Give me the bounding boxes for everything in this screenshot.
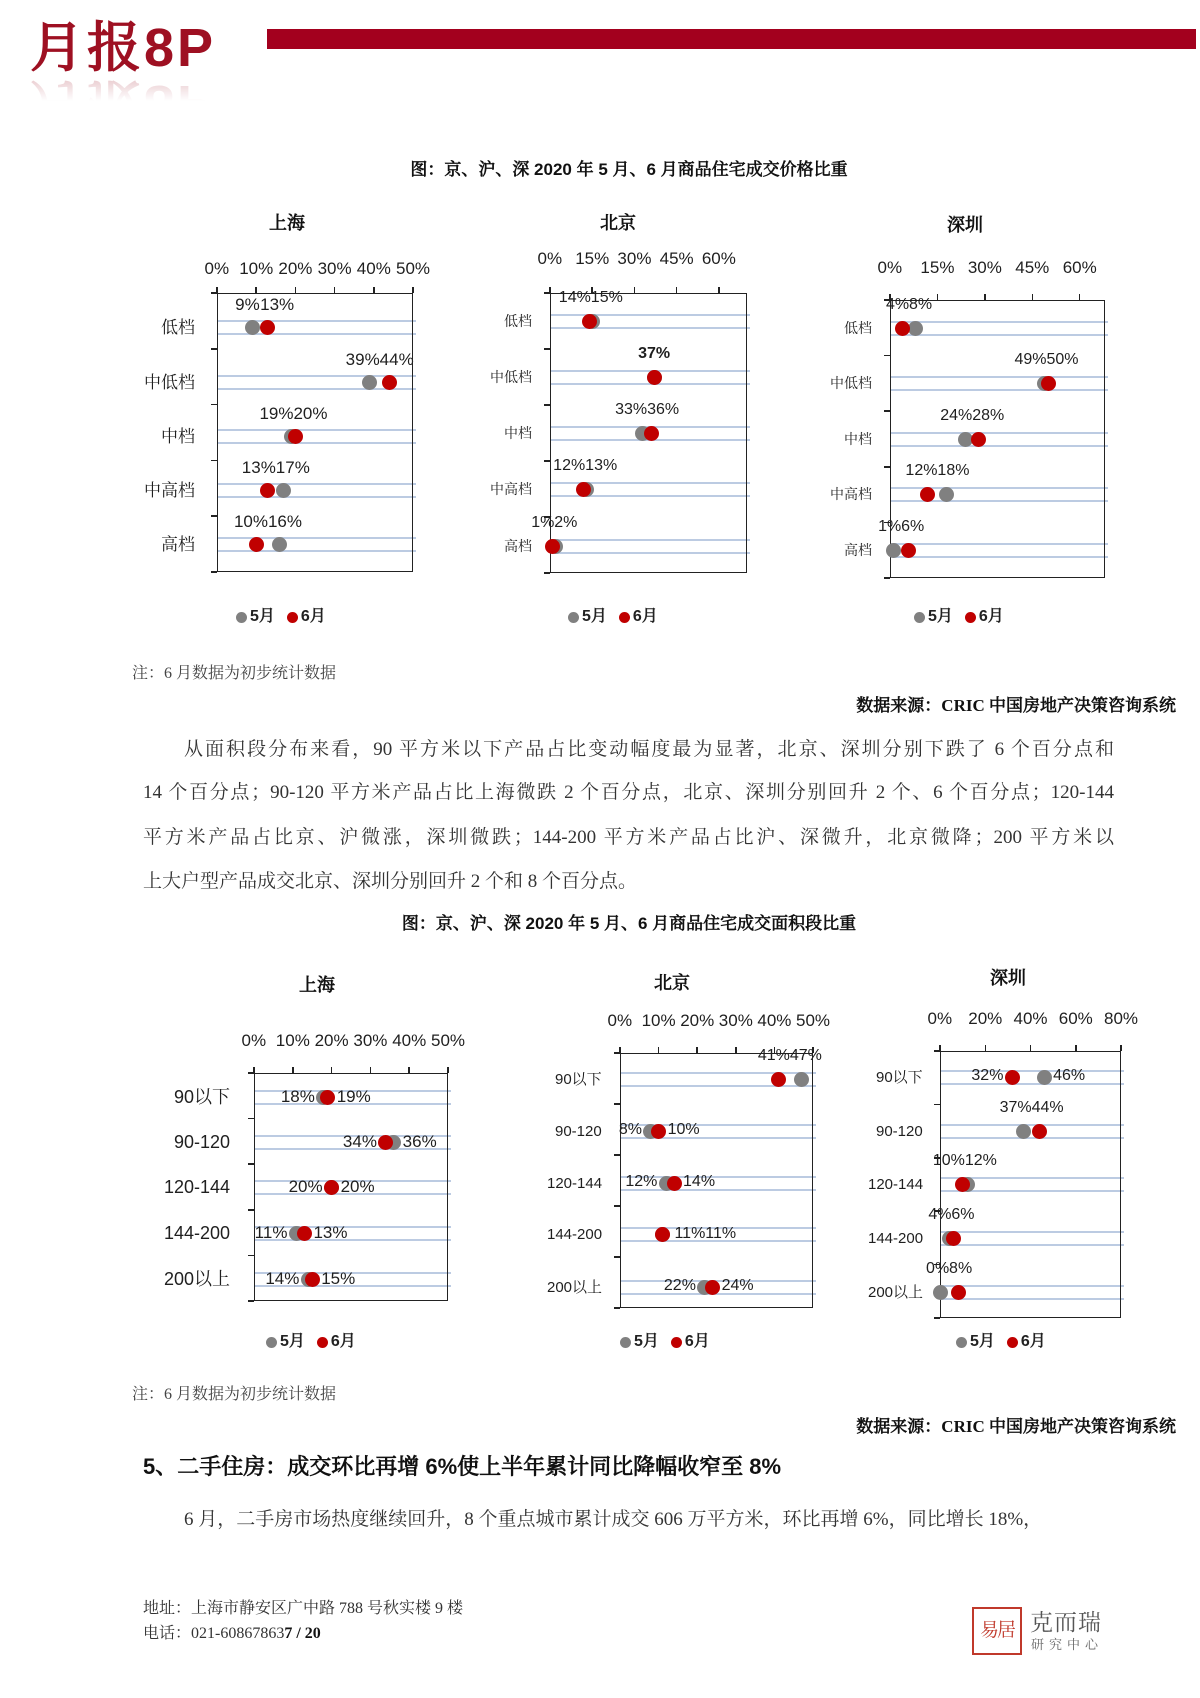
category-label: 中高档	[144, 480, 195, 500]
dot-june	[1005, 1070, 1020, 1085]
value-label: 17%	[275, 457, 310, 477]
legend-june-label: 6月	[684, 1333, 710, 1350]
dot-june	[260, 483, 275, 498]
paragraph1-line-2: 14 个百分点；90-120 平方米产品占比上海微跌 2 个百分点，北京、深圳分别回升 2 个、6 个百分点；120-144	[143, 782, 1114, 803]
x-tick-label: 50%	[796, 1010, 831, 1030]
value-label: 28%	[972, 407, 1005, 424]
value-label: 39%	[345, 349, 380, 369]
page-number: 7 / 20	[284, 1625, 321, 1642]
category-label: 200以上	[547, 1278, 603, 1296]
category-label: 90-120	[876, 1122, 923, 1140]
dot-june	[378, 1135, 393, 1150]
value-label: 24%	[940, 407, 973, 424]
footer-phone: 电话：021-60867863	[143, 1625, 285, 1642]
legend-may-dot-icon	[914, 612, 925, 623]
y-tick	[614, 1103, 620, 1105]
x-tick-label: 60%	[701, 248, 736, 268]
legend-area-shenzhen	[956, 1332, 1046, 1352]
dot-june	[705, 1280, 720, 1295]
x-tick-label: 30%	[617, 248, 652, 268]
footer-phone-row	[143, 1623, 321, 1645]
value-label: 12%	[905, 462, 938, 479]
value-label: 36%	[647, 401, 680, 418]
value-label: 13%	[585, 457, 618, 474]
chart-title: 上海	[269, 213, 305, 233]
dot-may	[794, 1072, 809, 1087]
x-tick-label: 30%	[967, 257, 1002, 277]
y-tick	[211, 292, 217, 294]
y-tick	[248, 1118, 254, 1120]
dot-may	[933, 1285, 948, 1300]
legend-may-label: 5月	[582, 608, 607, 625]
x-tick-label: 0%	[877, 257, 903, 277]
category-label: 中低档	[144, 372, 195, 392]
x-tick-label: 0%	[204, 258, 230, 278]
y-tick	[248, 1163, 254, 1165]
category-label: 高档	[844, 542, 872, 558]
legend-june-label: 6月	[978, 608, 1004, 625]
value-label: 8%	[949, 1260, 973, 1277]
dot-june	[771, 1072, 786, 1087]
x-tick-label: 20%	[314, 1030, 349, 1050]
y-tick	[248, 1072, 254, 1074]
legend-may-dot-icon	[568, 612, 579, 623]
category-label: 120-144	[164, 1177, 231, 1197]
x-tick-label: 50%	[431, 1030, 466, 1050]
paragraph1-line-4: 上大户型产品成交北京、深圳分别回升 2 个和 8 个百分点。	[143, 871, 638, 892]
value-label: 19%	[259, 403, 294, 423]
legend-june-dot-icon	[619, 612, 630, 623]
y-tick	[884, 355, 890, 357]
legend-may-label: 5月	[970, 1333, 995, 1350]
dot-june	[971, 432, 986, 447]
x-tick-label: 40%	[392, 1030, 427, 1050]
category-label: 144-200	[547, 1225, 603, 1243]
value-label: 36%	[402, 1131, 437, 1151]
legend-june-dot-icon	[287, 612, 298, 623]
value-label: 10%	[233, 511, 268, 531]
category-label: 120-144	[547, 1174, 603, 1192]
x-tick-label: 10%	[275, 1030, 310, 1050]
dot-june	[249, 537, 264, 552]
dot-june	[382, 375, 397, 390]
brand-seal-icon: 易居	[972, 1607, 1022, 1655]
dot-may	[276, 483, 291, 498]
value-label: 15%	[321, 1268, 356, 1288]
legend-may-label: 5月	[250, 608, 275, 625]
legend-area-shanghai	[266, 1332, 356, 1352]
figure1-source: 数据来源：CRIC 中国房地产决策咨询系统	[856, 696, 1176, 715]
figure2-note: 注：6 月数据为初步统计数据	[132, 1386, 337, 1403]
value-label: 6%	[901, 518, 925, 535]
category-label: 90-120	[555, 1122, 602, 1140]
x-tick-label: 45%	[659, 248, 694, 268]
dot-june	[644, 426, 659, 441]
dot-june	[288, 429, 303, 444]
x-tick-label: 20%	[680, 1010, 715, 1030]
value-label: 41%	[757, 1047, 790, 1064]
y-tick	[211, 571, 217, 573]
value-label: 12%	[964, 1152, 997, 1169]
category-label: 120-144	[868, 1175, 924, 1193]
x-tick-label: 80%	[1104, 1008, 1139, 1028]
dot-june	[297, 1226, 312, 1241]
x-tick-label: 10%	[239, 258, 274, 278]
x-tick-label: 50%	[396, 258, 431, 278]
section5-paragraph: 6 月，二手房市场热度继续回升，8 个重点城市累计成交 606 万平方米，环比再增 6%，同比增长 18%，	[184, 1509, 1043, 1530]
figure1-note: 注：6 月数据为初步统计数据	[132, 665, 337, 682]
value-label: 47%	[789, 1047, 822, 1064]
x-tick-label: 15%	[920, 257, 955, 277]
y-tick	[544, 404, 550, 406]
y-tick	[614, 1307, 620, 1309]
chart-title: 北京	[654, 973, 690, 993]
category-label: 中高档	[490, 481, 532, 497]
y-tick	[614, 1205, 620, 1207]
value-label: 24%	[721, 1277, 754, 1294]
value-label: 20%	[340, 1176, 375, 1196]
y-tick	[211, 348, 217, 350]
legend-may-label: 5月	[634, 1333, 659, 1350]
value-label: 18%	[280, 1086, 315, 1106]
dot-may	[1016, 1124, 1031, 1139]
category-label: 中档	[504, 425, 532, 441]
category-label: 中档	[844, 431, 872, 447]
value-label: 18%	[937, 462, 970, 479]
value-label: 6%	[951, 1206, 975, 1223]
y-tick	[544, 572, 550, 574]
value-label: 37%	[999, 1099, 1032, 1116]
value-label: 10%	[932, 1152, 965, 1169]
x-tick-label: 40%	[757, 1010, 792, 1030]
legend-june-label: 6月	[300, 608, 326, 625]
y-tick	[211, 460, 217, 462]
value-label: 13%	[241, 457, 276, 477]
value-label: 11%	[254, 1222, 288, 1242]
category-label: 90以下	[876, 1068, 923, 1086]
category-label: 中高档	[830, 486, 872, 502]
value-label: 46%	[1053, 1067, 1086, 1084]
legend-price-shenzhen	[914, 607, 1004, 627]
value-label: 33%	[615, 401, 648, 418]
dot-may	[272, 537, 287, 552]
legend-may-dot-icon	[236, 612, 247, 623]
y-tick	[934, 1104, 940, 1106]
value-label: 14%	[265, 1268, 300, 1288]
dot-june	[582, 314, 597, 329]
dot-june	[895, 321, 910, 336]
dot-june	[320, 1090, 335, 1105]
value-label: 50%	[1046, 351, 1079, 368]
category-label: 200以上	[164, 1269, 231, 1289]
chart-title: 北京	[600, 213, 636, 233]
y-tick	[934, 1050, 940, 1052]
dot-june	[901, 543, 916, 558]
value-label: 13%	[260, 294, 295, 314]
value-label: 19%	[336, 1086, 371, 1106]
dot-may	[245, 320, 260, 335]
category-label: 高档	[504, 538, 532, 554]
dot-may	[908, 321, 923, 336]
legend-june-label: 6月	[632, 608, 658, 625]
value-label: 32%	[971, 1067, 1004, 1084]
dot-may	[886, 543, 901, 558]
y-tick	[544, 292, 550, 294]
dot-june	[260, 320, 275, 335]
y-tick	[544, 460, 550, 462]
brand-name: 克而瑞	[1030, 1609, 1102, 1635]
value-label: 4%	[885, 296, 910, 313]
value-label: 12%	[553, 457, 586, 474]
x-tick-label: 30%	[718, 1010, 753, 1030]
value-label: 8%	[618, 1121, 642, 1138]
dot-june	[305, 1272, 320, 1287]
dot-june	[651, 1124, 666, 1139]
dot-june	[324, 1180, 339, 1195]
y-tick	[211, 515, 217, 517]
legend-price-beijing	[568, 607, 658, 627]
value-label: 2%	[554, 514, 578, 531]
value-label: 14%	[558, 289, 591, 306]
y-tick	[614, 1052, 620, 1054]
paragraph1-line-1: 从面积段分布来看，90 平方米以下产品占比变动幅度最为显著，北京、深圳分别下跌了 6 个百分点和	[184, 739, 1114, 760]
y-tick	[248, 1300, 254, 1302]
figure1-title: 图：京、沪、深 2020 年 5 月、6 月商品住宅成交价格比重	[410, 160, 848, 179]
value-label: 44%	[379, 349, 414, 369]
y-tick	[884, 410, 890, 412]
dot-june	[955, 1177, 970, 1192]
y-tick	[884, 466, 890, 468]
legend-june-dot-icon	[671, 1337, 682, 1348]
value-label: 49%	[1014, 351, 1047, 368]
y-tick	[211, 404, 217, 406]
brand-subtitle: 研究中心	[1031, 1637, 1104, 1652]
category-label: 高档	[161, 534, 195, 554]
paragraph1-line-3: 平方米产品占比京、沪微涨，深圳微跌；144-200 平方米产品占比沪、深微升，北京微降；200 平方米以	[143, 827, 1114, 848]
value-label: 20%	[293, 403, 328, 423]
y-tick	[544, 348, 550, 350]
legend-may-dot-icon	[956, 1337, 967, 1348]
x-tick-label: 15%	[575, 248, 610, 268]
category-label: 低档	[161, 317, 195, 337]
category-label: 中低档	[490, 369, 532, 385]
category-label: 中档	[161, 426, 195, 446]
value-label: 1%	[878, 518, 902, 535]
value-label: 12%	[625, 1173, 658, 1190]
value-label: 0%	[926, 1260, 950, 1277]
dot-june	[576, 482, 591, 497]
report-logo: 月报8P	[30, 18, 217, 78]
chart-title: 深圳	[990, 968, 1026, 988]
dot-june	[946, 1231, 961, 1246]
dot-june	[655, 1227, 670, 1242]
x-tick-label: 0%	[537, 248, 563, 268]
x-tick-label: 0%	[607, 1010, 633, 1030]
value-label: 14%	[683, 1173, 716, 1190]
category-label: 90以下	[174, 1087, 231, 1107]
x-tick-label: 10%	[641, 1010, 676, 1030]
x-tick-label: 0%	[927, 1008, 953, 1028]
dot-june	[667, 1176, 682, 1191]
dot-june	[1032, 1124, 1047, 1139]
chart-title: 上海	[299, 975, 335, 995]
dot-june	[1041, 376, 1056, 391]
dot-may	[1037, 1070, 1052, 1085]
category-label: 144-200	[164, 1223, 231, 1243]
x-tick-label: 60%	[1058, 1008, 1093, 1028]
y-tick	[248, 1255, 254, 1257]
value-label: 8%	[908, 296, 933, 313]
legend-june-label: 6月	[1020, 1333, 1046, 1350]
legend-may-label: 5月	[280, 1333, 305, 1350]
header-rule	[267, 29, 1196, 49]
y-tick	[248, 1209, 254, 1211]
value-label: 20%	[288, 1176, 323, 1196]
dot-june	[647, 370, 662, 385]
legend-may-dot-icon	[620, 1337, 631, 1348]
value-label: 15%	[590, 289, 623, 306]
value-label: 16%	[267, 511, 302, 531]
chart-title: 深圳	[947, 215, 983, 235]
x-tick-label: 40%	[1013, 1008, 1048, 1028]
legend-may-dot-icon	[266, 1337, 277, 1348]
y-tick	[614, 1154, 620, 1156]
value-label: 37%	[638, 345, 671, 362]
value-label: 34%	[342, 1131, 377, 1151]
dot-june	[920, 487, 935, 502]
y-tick	[934, 1317, 940, 1319]
dot-june	[951, 1285, 966, 1300]
value-label: 9%	[235, 294, 260, 314]
legend-june-label: 6月	[330, 1333, 356, 1350]
dot-may	[939, 487, 954, 502]
x-tick-label: 30%	[353, 1030, 388, 1050]
x-tick-label: 60%	[1062, 257, 1097, 277]
x-tick-label: 30%	[317, 258, 352, 278]
value-label: 13%	[313, 1222, 348, 1242]
x-tick-label: 45%	[1015, 257, 1050, 277]
legend-area-beijing	[620, 1332, 710, 1352]
category-label: 中低档	[830, 375, 872, 391]
legend-price-shanghai	[236, 607, 326, 627]
category-label: 90-120	[174, 1132, 231, 1152]
category-label: 低档	[504, 313, 532, 329]
footer-address: 地址：上海市静安区广中路 788 号秋实楼 9 楼	[143, 1600, 464, 1617]
value-label: 10%	[667, 1121, 700, 1138]
figure2-source: 数据来源：CRIC 中国房地产决策咨询系统	[856, 1417, 1176, 1436]
x-tick-label: 20%	[278, 258, 313, 278]
category-label: 200以上	[868, 1283, 924, 1301]
x-tick-label: 40%	[356, 258, 391, 278]
value-label: 11%11%	[674, 1225, 737, 1242]
legend-june-dot-icon	[965, 612, 976, 623]
dot-may	[362, 375, 377, 390]
x-tick-label: 0%	[241, 1030, 267, 1050]
category-label: 144-200	[868, 1229, 924, 1247]
legend-june-dot-icon	[1007, 1337, 1018, 1348]
value-label: 44%	[1031, 1099, 1064, 1116]
y-tick	[884, 577, 890, 579]
value-label: 4%	[928, 1206, 952, 1223]
x-tick-label: 20%	[968, 1008, 1003, 1028]
legend-june-dot-icon	[317, 1337, 328, 1348]
y-tick	[614, 1256, 620, 1258]
section5-heading: 5、二手住房：成交环比再增 6%使上半年累计同比降幅收窄至 8%	[143, 1454, 782, 1479]
legend-may-label: 5月	[928, 608, 953, 625]
category-label: 低档	[844, 320, 872, 336]
category-label: 90以下	[555, 1070, 602, 1088]
value-label: 22%	[663, 1277, 696, 1294]
value-label: 1%	[531, 514, 555, 531]
figure2-title: 图：京、沪、深 2020 年 5 月、6 月商品住宅成交面积段比重	[401, 914, 857, 933]
dot-june	[545, 539, 560, 554]
